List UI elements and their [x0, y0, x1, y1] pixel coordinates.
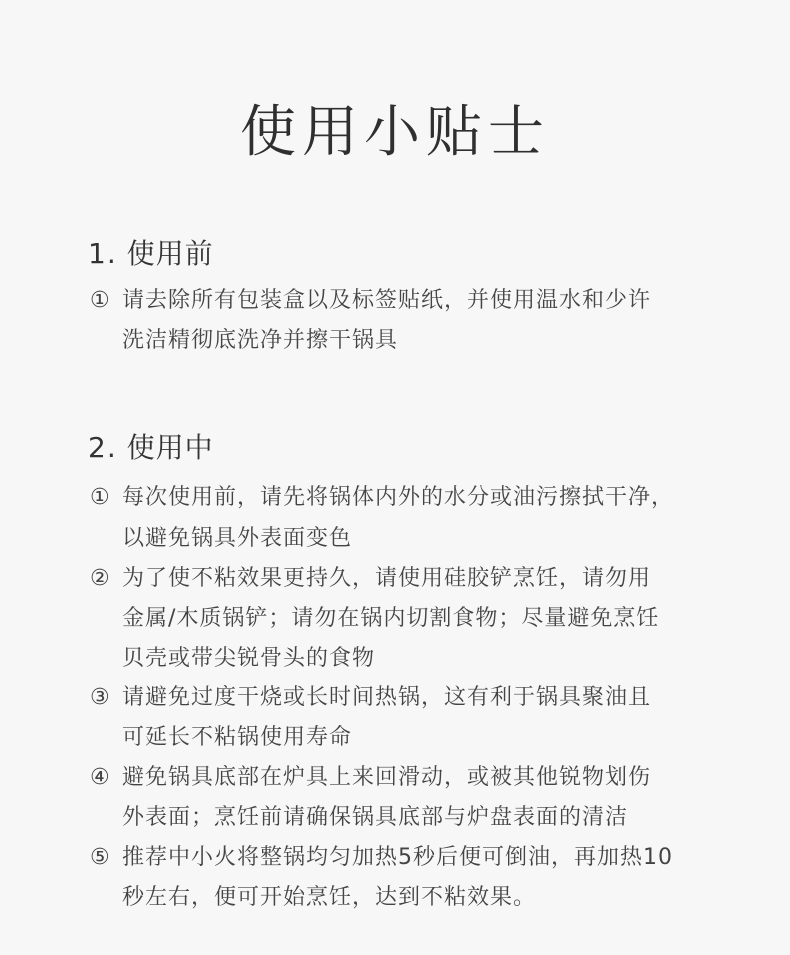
item-number: ②	[90, 566, 110, 591]
tip-line: 洗洁精彻底洗净并擦干锅具	[122, 328, 399, 353]
item-number: ①	[90, 485, 110, 510]
section-heading-before-use: 1. 使用前	[88, 237, 214, 270]
tip-line: 请避免过度干烧或长时间热锅，这有利于锅具聚油且	[122, 685, 652, 710]
tip-line: 请去除所有包装盒以及标签贴纸，并使用温水和少许	[122, 288, 652, 313]
tip-line: 贝壳或带尖锐骨头的食物	[122, 646, 376, 671]
tip-line: 为了使不粘效果更持久，请使用硅胶铲烹饪，请勿用	[122, 566, 652, 591]
item-number: ①	[90, 288, 110, 313]
tip-line: 秒左右，便可开始烹饪，达到不粘效果。	[122, 885, 537, 910]
tip-line: 避免锅具底部在炉具上来回滑动，或被其他锐物划伤	[122, 765, 652, 790]
tip-line: 推荐中小火将整锅均匀加热5秒后便可倒油，再加热10	[122, 845, 673, 870]
tip-line: 以避免锅具外表面变色	[122, 526, 353, 551]
tip-line: 每次使用前，请先将锅体内外的水分或油污擦拭干净，	[122, 485, 675, 510]
page-title: 使用小贴士	[240, 100, 550, 165]
item-number: ③	[90, 685, 110, 710]
tip-line: 外表面；烹饪前请确保锅具底部与炉盘表面的清洁	[122, 805, 629, 830]
section-heading-during-use: 2. 使用中	[88, 431, 214, 464]
item-number: ④	[90, 765, 110, 790]
tip-line: 可延长不粘锅使用寿命	[122, 725, 353, 750]
tip-line: 金属/木质锅铲；请勿在锅内切割食物；尽量避免烹饪	[122, 606, 660, 631]
item-number: ⑤	[90, 845, 110, 870]
